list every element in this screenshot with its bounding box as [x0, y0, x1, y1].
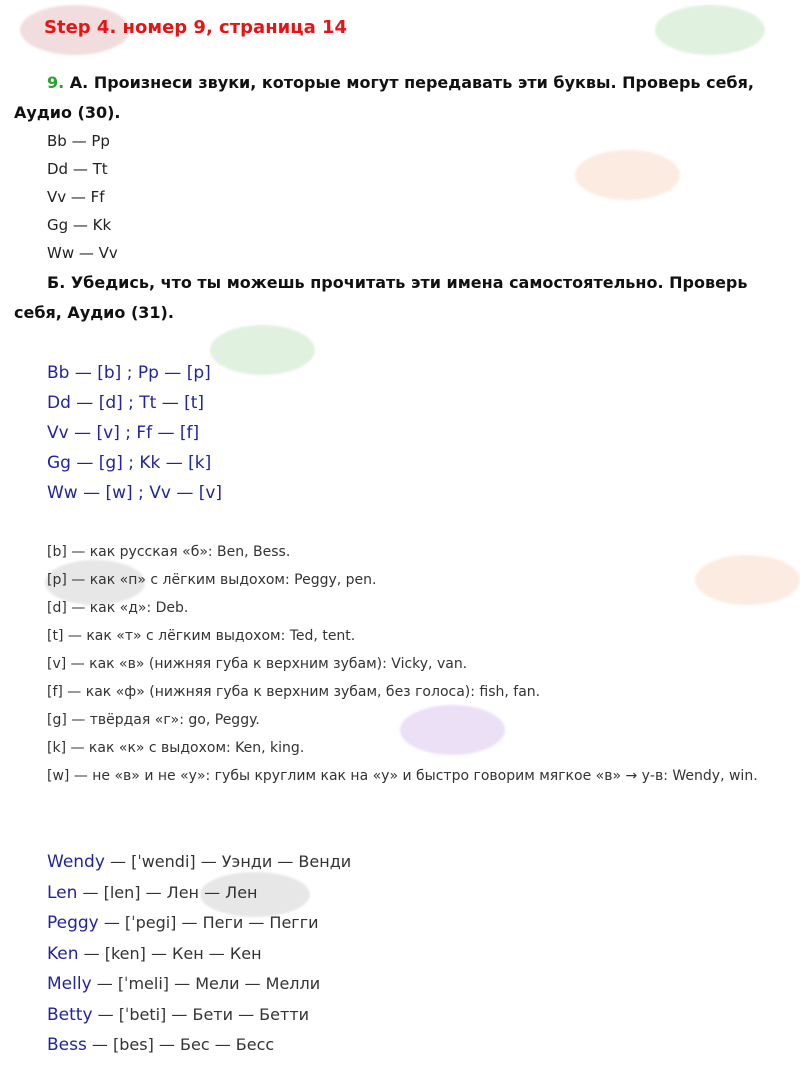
- letter-pairs: [47, 127, 118, 267]
- task-b: Б. Убедись, что ты можешь прочитать эти имена самостоятельно. Проверь себя, Аудио (31).: [14, 273, 748, 322]
- names-list: [47, 847, 351, 1061]
- note-item: [b] — как русская «б»: Ben, Bess.: [47, 544, 291, 560]
- sound-item: Vv — [v] ; Ff — [f]: [47, 423, 200, 443]
- task-a: [14, 68, 774, 128]
- sound-item: Gg — [g] ; Kk — [k]: [47, 453, 212, 473]
- name: Betty: [47, 1004, 93, 1025]
- note-item: [k] — как «к» с выдохом: Ken, king.: [47, 740, 305, 756]
- pair-item: Gg — Kk: [47, 216, 112, 234]
- name: Ken: [47, 943, 79, 964]
- name: Len: [47, 882, 78, 903]
- note-item: [t] — как «т» с лёгким выдохом: Ted, tent.: [47, 628, 356, 644]
- name-item: [47, 969, 351, 1000]
- name-transcription: — [ˈwendi] — Уэнди — Венди: [104, 852, 352, 871]
- sound-item: Dd — [d] ; Tt — [t]: [47, 393, 205, 413]
- name-transcription: — [ˈbeti] — Бети — Бетти: [92, 1004, 310, 1024]
- note-item: [v] — как «в» (нижняя губа к верхним зубам): Vicky, van.: [47, 656, 468, 672]
- name-transcription: — [bes] — Бес — Бесс: [86, 1035, 275, 1054]
- note-item: [g] — твёрдая «г»: go, Peggy.: [47, 712, 260, 728]
- task-number: 9.: [47, 73, 65, 92]
- sound-item: Bb — [b] ; Pp — [p]: [47, 363, 211, 383]
- name: Wendy: [47, 852, 105, 872]
- pair-item: Ww — Vv: [47, 244, 118, 262]
- watermark: [575, 150, 680, 200]
- task-a-text: А. Произнеси звуки, которые могут передавать эти буквы. Проверь себя, Аудио (30).: [14, 73, 754, 122]
- note-item: [d] — как «д»: Deb.: [47, 600, 189, 616]
- pair-item: Bb — Pp: [47, 132, 110, 150]
- name-item: [47, 1030, 351, 1061]
- name-transcription: — [ˈmeli] — Мели — Мелли: [91, 974, 321, 993]
- note-item: [f] — как «ф» (нижняя губа к верхним зубам, без голоса): fish, fan.: [47, 684, 541, 700]
- name: Melly: [47, 974, 92, 994]
- watermark: [210, 325, 315, 375]
- name-transcription: — [ˈpegi] — Пеги — Пегги: [98, 913, 319, 932]
- name-item: [47, 1000, 351, 1031]
- name: Bess: [47, 1035, 87, 1055]
- watermark: [655, 5, 765, 55]
- note-item: [p] — как «п» с лёгким выдохом: Peggy, pen.: [47, 572, 377, 588]
- pair-item: Vv — Ff: [47, 188, 105, 206]
- pronunciation-notes: [14, 538, 774, 790]
- name-transcription: — [len] — Лен — Лен: [77, 882, 258, 902]
- sound-list: [47, 358, 222, 508]
- pair-item: Dd — Tt: [47, 160, 108, 178]
- name-item: [47, 847, 351, 878]
- sound-item: Ww — [w] ; Vv — [v]: [47, 483, 223, 503]
- name-item: [47, 939, 351, 970]
- page-title: Step 4. номер 9, страница 14: [44, 17, 348, 38]
- name-item: [47, 908, 351, 939]
- note-item: [w] — не «в» и не «у»: губы круглим как на «у» и быстро говорим мягкое «в» → у-в: Wendy, win.: [47, 768, 758, 784]
- name-transcription: — [ken] — Кен — Кен: [78, 943, 262, 963]
- name: Peggy: [47, 913, 99, 933]
- name-item: [47, 878, 351, 909]
